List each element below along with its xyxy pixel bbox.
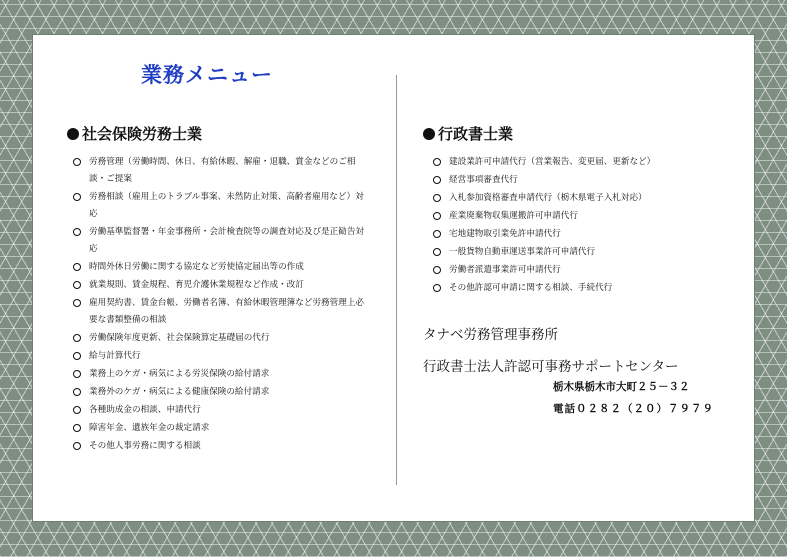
list-item: 労働基準監督署・年金事務所・会計検査院等の調査対応及び是正勧告対応 [73,224,365,258]
list-item: 各種助成金の相談、申請代行 [73,402,365,419]
office-address: 栃木県栃木市大町２５－３２ [553,381,690,393]
circle-bullet-icon [433,266,441,274]
circle-bullet-icon [433,212,441,220]
circle-bullet-icon [73,424,81,432]
circle-bullet-icon [73,442,81,450]
sharoushi-service-list [73,154,365,456]
list-item: 雇用契約書、賃金台帳、労働者名簿、有給休暇管理簿など労務管理上必要な書類整備の相談 [73,295,365,329]
circle-bullet-icon [433,158,441,166]
list-item: 障害年金、遺族年金の裁定請求 [73,420,365,437]
circle-bullet-icon [73,263,81,271]
circle-bullet-icon [73,228,81,236]
circle-bullet-icon [433,194,441,202]
circle-bullet-icon [433,176,441,184]
circle-bullet-icon [73,334,81,342]
office-phone: 電話０２８２（２０）７９７９ [553,403,714,415]
list-item: 労務相談（雇用上のトラブル事案、未然防止対策、高齢者雇用など）対応 [73,189,365,223]
list-item: 建設業許可申請代行（営業報告、変更届、更新など） [433,154,733,171]
list-item: その他人事労務に関する相談 [73,438,365,455]
section-heading-sharoushi [67,123,202,144]
circle-bullet-icon [73,388,81,396]
section-heading-gyouseishoshi [423,123,513,144]
list-item: 一般貨物自動車運送事業許可申請代行 [433,244,733,261]
circle-bullet-icon [73,158,81,166]
list-item: 経営事項審査代行 [433,172,733,189]
list-item: 産業廃棄物収集運搬許可申請代行 [433,208,733,225]
list-item: 宅地建物取引業免許申請代行 [433,226,733,243]
bullet-dot-icon [67,128,79,140]
list-item: 就業規則、賃金規程、育児介護休業規程など作成・改訂 [73,277,365,294]
column-divider [396,75,397,485]
list-item: 労働保険年度更新、社会保険算定基礎届の代行 [73,330,365,347]
list-item: 労務管理（労働時間、休日、有給休暇、解雇・退職、賞金などのご相談・ご提案 [73,154,365,188]
office-name: タナベ労務管理事務所 [423,327,558,343]
circle-bullet-icon [73,281,81,289]
circle-bullet-icon [73,193,81,201]
page-title: 業務メニュー [141,63,273,87]
circle-bullet-icon [73,406,81,414]
circle-bullet-icon [73,299,81,307]
section-heading-label: 行政書士業 [438,125,514,143]
circle-bullet-icon [433,284,441,292]
list-item: 時間外休日労働に関する協定など労使協定届出等の作成 [73,259,365,276]
list-item: 業務外のケガ・病気による健康保険の給付請求 [73,384,365,401]
circle-bullet-icon [433,248,441,256]
list-item: その他許認可申請に関する相談、手続代行 [433,280,733,297]
section-heading-label: 社会保険労務士業 [82,125,203,143]
list-item: 給与計算代行 [73,348,365,365]
list-item: 労働者派遣事業許可申請代行 [433,262,733,279]
circle-bullet-icon [433,230,441,238]
circle-bullet-icon [73,352,81,360]
content-panel [32,34,755,522]
circle-bullet-icon [73,370,81,378]
gyouseishoshi-service-list [433,154,733,298]
bullet-dot-icon [423,128,435,140]
office-name-corporation: 行政書士法人許認可事務サポートセンター [423,359,679,375]
list-item: 入札参加資格審査申請代行（栃木県電子入札対応） [433,190,733,207]
list-item: 業務上のケガ・病気による労災保険の給付請求 [73,366,365,383]
